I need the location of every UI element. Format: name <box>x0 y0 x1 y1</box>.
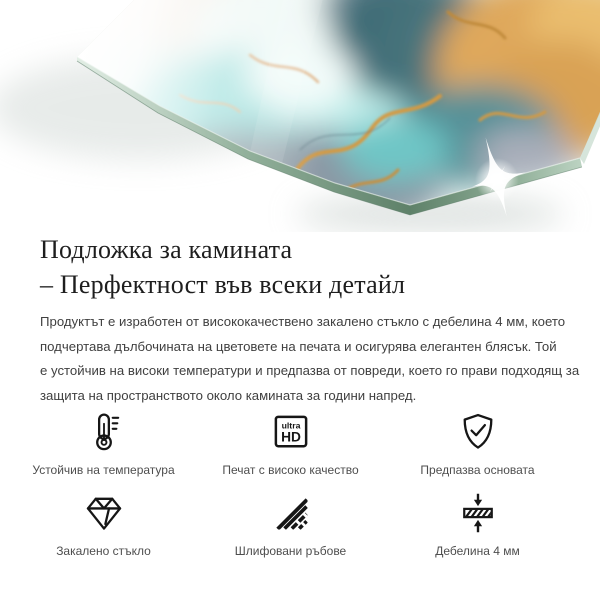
intro-line: е устойчив на високи температури и предпазва от повреди, което го прави подходящ за <box>40 363 580 378</box>
intro-line: защита на пространството около камината за години напред. <box>40 387 417 403</box>
diamond-icon <box>82 491 126 535</box>
glass-mat-artwork <box>0 0 600 232</box>
feature-high-quality-print <box>197 410 384 491</box>
thermometer-icon <box>82 410 126 454</box>
page-title-line2: – Перфектност във всеки детайл <box>40 270 406 299</box>
feature-label: Устойчив на температура <box>32 463 175 477</box>
shield-check-icon <box>456 410 500 454</box>
feature-label: Закалено стъкло <box>56 544 151 558</box>
ultra-hd-icon <box>269 410 313 454</box>
hero-product-photo <box>0 0 600 232</box>
content-block <box>0 232 600 408</box>
feature-label: Печат с високо качество <box>222 463 359 477</box>
feature-grid <box>10 410 571 572</box>
intro-line: подчертава дълбочината на цветовете на печата и осигурява елегантен блясък. Той <box>40 338 557 354</box>
page-title-line1: Подложка за камината <box>40 235 293 264</box>
page-title <box>40 232 560 302</box>
feature-thickness-4mm <box>384 491 571 572</box>
ultra-hd-icon-text-bottom: HD <box>280 429 301 445</box>
thickness-icon <box>456 491 500 535</box>
feature-temperature-resistant <box>10 410 197 491</box>
feature-label: Дебелина 4 мм <box>435 544 520 558</box>
intro-paragraph <box>40 310 580 408</box>
feature-protects-base <box>384 410 571 491</box>
feature-label: Предпазва основата <box>420 463 535 477</box>
intro-line: Продуктът е изработен от висококачествено закалено стъкло с дебелина 4 мм, което <box>40 314 566 329</box>
feature-tempered-glass <box>10 491 197 572</box>
polished-edges-icon <box>269 491 313 535</box>
feature-label: Шлифовани ръбове <box>234 544 347 558</box>
feature-polished-edges <box>197 491 384 572</box>
ultra-hd-icon-text-top: ultra <box>281 420 300 431</box>
